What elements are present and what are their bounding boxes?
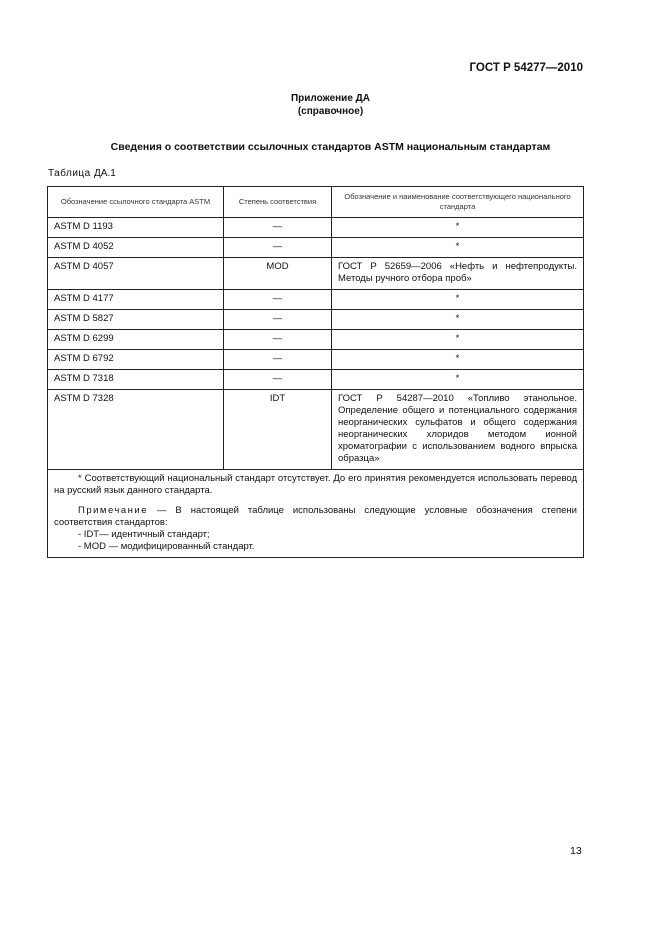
footnote-text: * Соответствующий национальный стандарт отсутствует. До его принятия рекомендуется использовать перевод на русский язык данного стандарта.	[54, 473, 577, 496]
cell-degree: MOD	[224, 258, 332, 290]
cell-standard: ASTM D 4057	[48, 258, 224, 290]
note-label: Примечание	[78, 505, 148, 516]
cell-standard: ASTM D 7318	[48, 370, 224, 390]
table-caption-label: Таблица	[48, 168, 91, 179]
cell-national: ГОСТ Р 52659—2006 «Нефть и нефтепродукты. Методы ручного отбора проб»	[332, 258, 584, 290]
table-row	[48, 390, 584, 470]
cell-degree: —	[224, 330, 332, 350]
cell-degree: —	[224, 218, 332, 238]
table-row	[48, 218, 584, 238]
cell-national: *	[332, 370, 584, 390]
header-national-standard: Обозначение и наименование соответствующего национального стандарта	[332, 187, 584, 218]
appendix-title: Приложение ДА	[290, 93, 371, 104]
cell-standard: ASTM D 7328	[48, 390, 224, 470]
cell-standard: ASTM D 6792	[48, 350, 224, 370]
note-item-mod: - MOD — модифицированный стандарт.	[78, 541, 255, 552]
table-row	[48, 310, 584, 330]
cell-national: *	[332, 290, 584, 310]
table-caption-number: ДА.1	[94, 168, 116, 179]
table-row	[48, 330, 584, 350]
table-row	[48, 238, 584, 258]
correspondence-table	[47, 186, 584, 558]
cell-standard: ASTM D 5827	[48, 310, 224, 330]
cell-degree: IDT	[224, 390, 332, 470]
cell-degree: —	[224, 350, 332, 370]
table-row	[48, 290, 584, 310]
table-footnote-cell	[48, 470, 584, 558]
cell-standard: ASTM D 1193	[48, 218, 224, 238]
appendix-heading	[0, 92, 661, 118]
cell-degree: —	[224, 310, 332, 330]
table-row	[48, 350, 584, 370]
cell-standard: ASTM D 6299	[48, 330, 224, 350]
cell-national: *	[332, 238, 584, 258]
note-text: — В настоящей таблице использованы следующие условные обозначения степени соответствия стандартов:	[54, 505, 577, 528]
section-title: Сведения о соответствии ссылочных стандартов ASTM национальным стандартам	[110, 141, 551, 153]
page-number: 13	[570, 845, 582, 857]
table-row	[48, 258, 584, 290]
cell-degree: —	[224, 238, 332, 258]
table-row	[48, 370, 584, 390]
table-caption	[48, 168, 116, 179]
header-degree: Степень соответствия	[224, 187, 332, 218]
note-item-idt: - IDT— идентичный стандарт;	[78, 529, 210, 540]
cell-standard: ASTM D 4052	[48, 238, 224, 258]
cell-national: *	[332, 350, 584, 370]
cell-national: *	[332, 330, 584, 350]
cell-standard: ASTM D 4177	[48, 290, 224, 310]
cell-degree: —	[224, 290, 332, 310]
appendix-subtitle: (справочное)	[297, 106, 364, 117]
cell-degree: —	[224, 370, 332, 390]
cell-national: *	[332, 310, 584, 330]
cell-national: *	[332, 218, 584, 238]
header-astm-standard: Обозначение ссылочного стандарта ASTM	[48, 187, 224, 218]
note-paragraph	[54, 505, 577, 529]
cell-national: ГОСТ Р 54287—2010 «Топливо этанольное. Определение общего и потенциального содержания неорганических сульфатов и общего содержания неорганических хлоридов методом ионной хроматографии с использованием водного впрыска образца»	[332, 390, 584, 470]
table-header-row	[48, 187, 584, 218]
document-code: ГОСТ Р 54277—2010	[469, 62, 583, 74]
table-footnote-row	[48, 470, 584, 558]
